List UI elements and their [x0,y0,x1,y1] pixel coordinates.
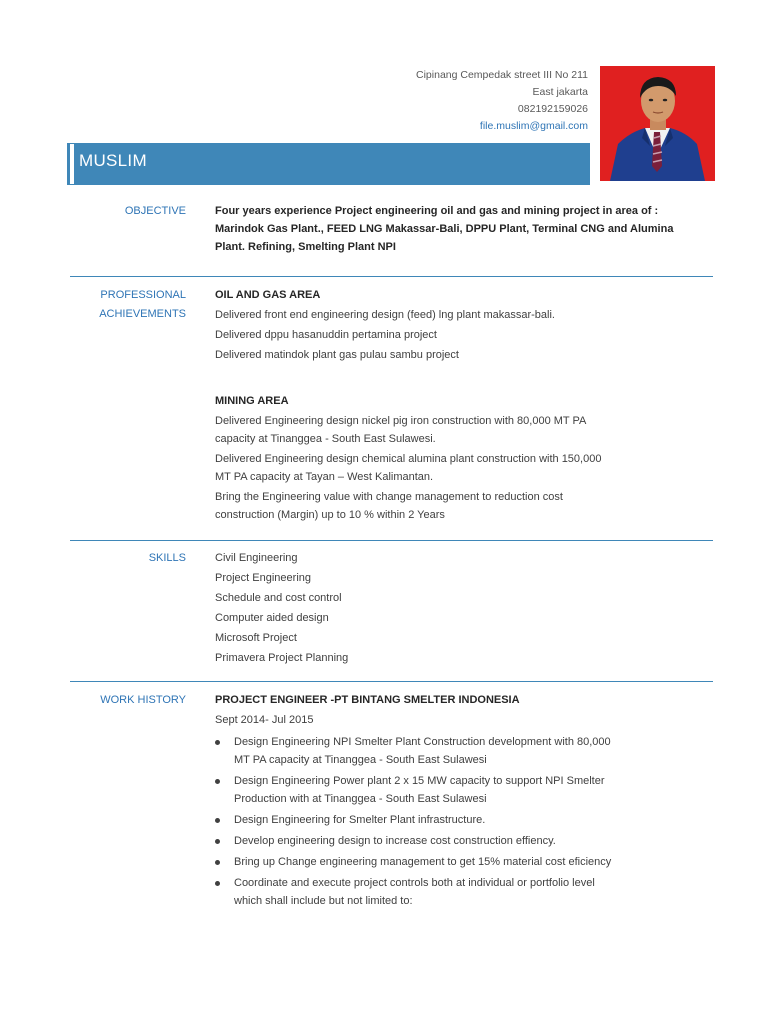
skill-item: Computer aided design [215,612,329,624]
work-history-content [215,691,710,913]
duty-text: Design Engineering for Smelter Plant infrastructure. [234,814,486,826]
skills-label: SKILLS [148,552,186,564]
achievements-content [215,286,710,524]
skill-item: Primavera Project Planning [215,652,349,664]
achievement-item: Delivered Engineering design chemical alumina plant construction with 150,000 MT PA capacity at Tayan – West Kalimantan. [215,453,602,483]
list-item [215,811,614,829]
skill-item: Civil Engineering [215,552,298,564]
section-divider [70,540,713,541]
achievements-label-line-2: ACHIEVEMENTS [99,308,186,320]
achievement-item: Delivered matindok plant gas pulau sambu project [215,349,459,361]
list-item [215,772,614,808]
skill-item: Project Engineering [215,572,312,584]
list-item [215,874,614,910]
achievement-item: Delivered front end engineering design (feed) lng plant makassar-bali. [215,309,555,321]
email-link[interactable]: file.muslim@gmail.com [479,120,588,132]
list-item [215,853,614,871]
oil-gas-heading: OIL AND GAS AREA [215,289,321,301]
address-line-2: East jakarta [532,86,588,98]
duty-text: Design Engineering Power plant 2 x 15 MW capacity to support NPI Smelter Production with at Tinanggea - South East Sulawesi [234,775,605,805]
portrait-image [600,66,715,181]
job-dates: Sept 2014- Jul 2015 [215,714,314,726]
address-line-1: Cipinang Cempedak street III No 211 [416,69,588,81]
bullet-icon [215,818,220,823]
duty-text: Design Engineering NPI Smelter Plant Construction development with 80,000 MT PA capacity at Tinanggea - South East Sulawesi [234,736,611,766]
skill-item: Schedule and cost control [215,592,342,604]
name-banner [68,144,589,184]
work-history-label: WORK HISTORY [100,694,186,706]
objective-label: OBJECTIVE [124,205,186,217]
job-title: PROJECT ENGINEER -PT BINTANG SMELTER INDONESIA [215,694,520,706]
achievement-item: Delivered dppu hasanuddin pertamina project [215,329,437,341]
bullet-icon [215,881,220,886]
achievement-item: Bring the Engineering value with change management to reduction cost construction (Margin) up to 10 % within 2 Years [215,491,563,521]
list-item [215,832,614,850]
section-divider [70,276,713,277]
bullet-icon [215,740,220,745]
section-divider [70,681,713,682]
profile-photo [600,66,715,181]
achievement-item: Delivered Engineering design nickel pig iron construction with 80,000 MT PA capacity at Tinanggea - South East Sulawesi. [215,415,586,445]
candidate-name: MUSLIM [79,151,147,170]
skills-list [215,549,710,667]
phone-number: 082192159026 [517,103,588,115]
skill-item: Microsoft Project [215,632,297,644]
mining-heading: MINING AREA [215,395,289,407]
objective-text: Four years experience Project engineering oil and gas and mining project in area of : Marindok Gas Plant., FEED LNG Makassar-Bali, DPPU Plant, Terminal CNG and Alumina Plant. Refining, Smelting Plant NPI [215,205,674,253]
bullet-icon [215,860,220,865]
duty-text: Coordinate and execute project controls both at individual or portfolio level which shall include but not limited to: [234,877,595,907]
duty-text: Develop engineering design to increase cost construction effiency. [234,835,556,847]
job-duties-list [215,733,710,910]
contact-block [416,67,588,135]
achievements-label-line-1: PROFESSIONAL [100,289,186,301]
bullet-icon [215,779,220,784]
bullet-icon [215,839,220,844]
list-item [215,733,614,769]
duty-text: Bring up Change engineering management to get 15% material cost eficiency [234,856,612,868]
achievements-label [70,286,186,324]
